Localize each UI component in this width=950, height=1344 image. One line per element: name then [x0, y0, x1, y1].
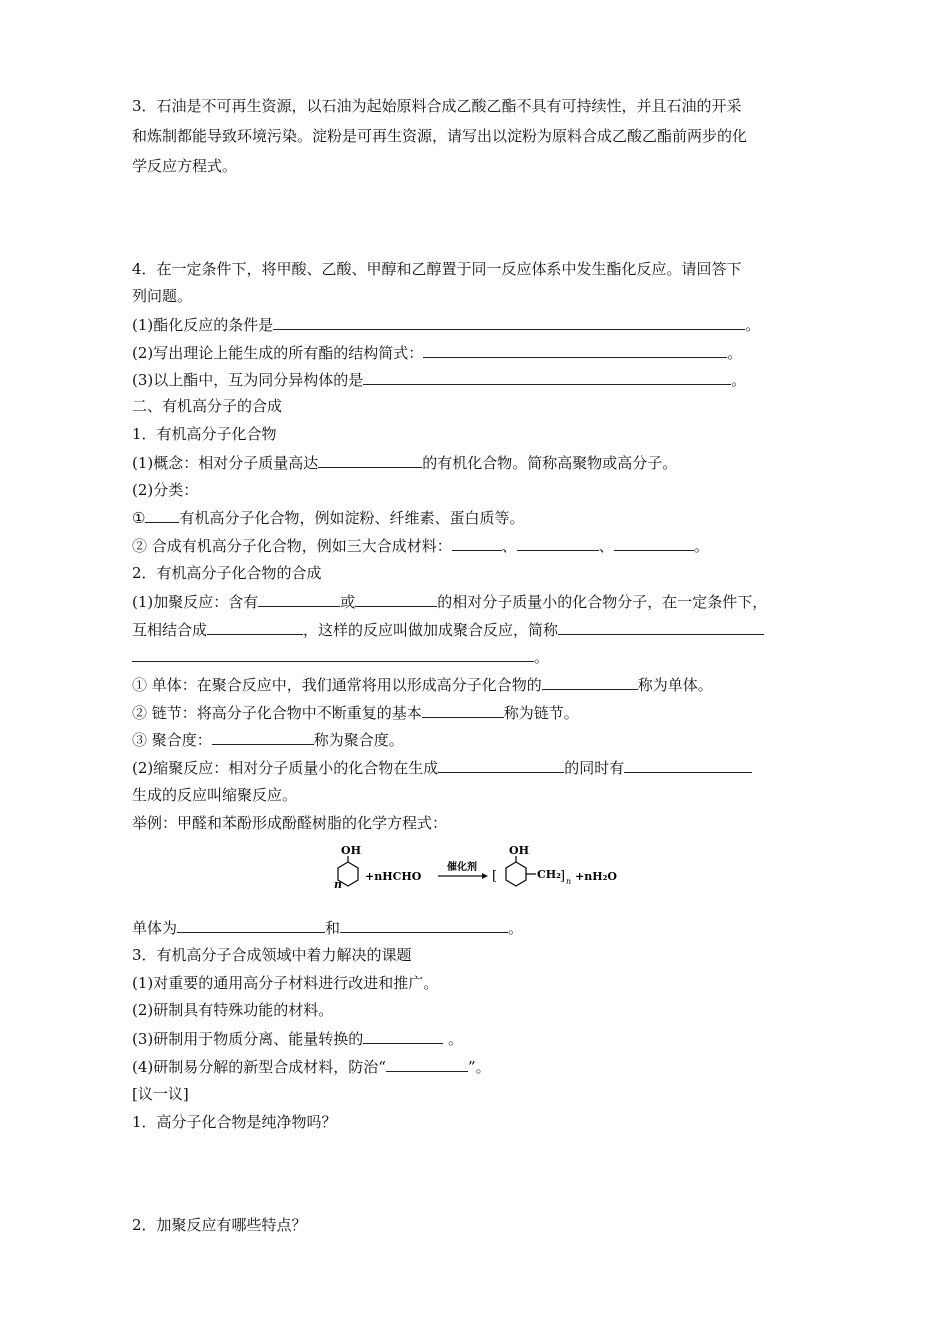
addition-line-3: 。	[132, 646, 549, 667]
chain-line: ② 链节：将高分子化合物中不断重复的基本 称为链节。	[132, 704, 579, 722]
benzene-ring-icon	[338, 862, 358, 886]
condensation-line-2: 生成的反应叫缩聚反应。	[132, 786, 298, 804]
eq-bracket-left: [	[492, 869, 498, 884]
answer-blank[interactable]	[423, 342, 727, 358]
answer-blank[interactable]	[438, 757, 564, 773]
phenol-formaldehyde-equation	[330, 840, 630, 900]
discuss-question-2: 2．加聚反应有哪些特点？	[132, 1216, 307, 1234]
arrow-icon	[482, 873, 488, 879]
q4-line-1: 4．在一定条件下，将甲酸、乙酸、甲醇和乙醇置于同一反应体系中发生酯化反应。请回答下	[132, 260, 742, 278]
q4-part-2: (2)写出理论上能生成的所有酯的结构简式： 。	[132, 344, 743, 362]
answer-blank[interactable]	[614, 535, 694, 551]
q4-part-3: (3)以上酯中，互为同分异构体的是 。	[132, 371, 747, 389]
eq-plus-water: +nH₂O	[575, 870, 618, 883]
answer-blank[interactable]	[207, 619, 303, 635]
eq-bracket-right: ]	[560, 869, 566, 884]
subheading-2: 2．有机高分子化合物的合成	[132, 564, 322, 582]
answer-blank[interactable]	[355, 591, 437, 607]
addition-line-2: 互相结合成 ，这样的反应叫做加成聚合反应，简称	[132, 619, 764, 640]
monomer-line: ① 单体：在聚合反应中，我们通常将用以形成高分子化合物的 称为单体。	[132, 676, 713, 694]
discuss-question-1: 1．高分子化合物是纯净物吗？	[132, 1113, 337, 1131]
eq-catalyst: 催化剂	[447, 862, 477, 873]
benzene-ring-icon	[506, 862, 526, 886]
example-line: 举例：甲醛和苯酚形成酚醛树脂的化学方程式：	[132, 814, 448, 832]
answer-blank[interactable]	[542, 674, 638, 690]
topic-4: (4)研制易分解的新型合成材料，防治“ ”。	[132, 1058, 491, 1076]
q4-part-1: (1)酯化反应的条件是 。	[132, 316, 761, 334]
answer-blank[interactable]	[212, 729, 314, 745]
answer-blank[interactable]	[624, 757, 752, 773]
eq-plus-hcho: +nHCHO	[365, 870, 422, 883]
answer-blank[interactable]	[363, 1028, 443, 1044]
answer-blank[interactable]	[386, 1056, 468, 1072]
answer-blank[interactable]	[363, 369, 731, 385]
topic-2: (2)研制具有特殊功能的材料。	[132, 1001, 334, 1019]
subheading-3: 3．有机高分子合成领域中着力解决的课题	[132, 946, 412, 964]
q3-line-2: 和炼制都能导致环境污染。淀粉是可再生资源，请写出以淀粉为原料合成乙酸乙酯前两步的化	[132, 127, 748, 145]
condensation-line-1: (2)缩聚反应：相对分子质量小的化合物在生成 的同时有	[132, 757, 752, 778]
classify-item-1: ① 有机高分子化合物，例如淀粉、纤维素、蛋白质等。	[132, 509, 525, 527]
section-title: 二、有机高分子的合成	[132, 397, 283, 415]
answer-blank[interactable]	[273, 314, 745, 330]
q3-line-3: 学反应方程式。	[132, 157, 238, 175]
degree-line: ③ 聚合度： 称为聚合度。	[132, 731, 404, 749]
answer-blank[interactable]	[145, 507, 179, 523]
answer-blank[interactable]	[517, 535, 599, 551]
answer-blank[interactable]	[340, 917, 508, 933]
q4-line-2: 列问题。	[132, 287, 193, 305]
addition-line-1: (1)加聚反应：含有 或 的相对分子质量小的化合物分子，在一定条件下，	[132, 593, 768, 611]
eq-oh-right: OH	[509, 844, 529, 857]
answer-blank[interactable]	[452, 535, 502, 551]
subheading-1: 1．有机高分子化合物	[132, 425, 277, 443]
concept-line: (1)概念：相对分子质量高达 的有机化合物。简称高聚物或高分子。	[132, 454, 678, 472]
monomers-line: 单体为 和 。	[132, 919, 524, 937]
answer-blank[interactable]	[132, 646, 534, 662]
answer-blank[interactable]	[422, 702, 504, 718]
eq-coefficient-n: n	[334, 878, 342, 891]
answer-blank[interactable]	[318, 452, 422, 468]
topic-1: (1)对重要的通用高分子材料进行改进和推广。	[132, 974, 439, 992]
discuss-title: [议一议]	[132, 1085, 189, 1103]
topic-3: (3)研制用于物质分离、能量转换的 。	[132, 1030, 464, 1048]
answer-blank[interactable]	[558, 619, 764, 635]
answer-blank[interactable]	[258, 591, 340, 607]
answer-blank[interactable]	[177, 917, 325, 933]
eq-subscript-n: n	[566, 877, 572, 886]
classify-line: (2)分类：	[132, 481, 199, 499]
classify-item-2: ② 合成有机高分子化合物，例如三大合成材料： 、 、 。	[132, 537, 709, 555]
eq-oh-left: OH	[341, 844, 361, 857]
eq-ch2: CH₂	[537, 868, 561, 881]
q3-line-1: 3．石油是不可再生资源，以石油为起始原料合成乙酸乙酯不具有可持续性，并且石油的开采	[132, 97, 742, 115]
